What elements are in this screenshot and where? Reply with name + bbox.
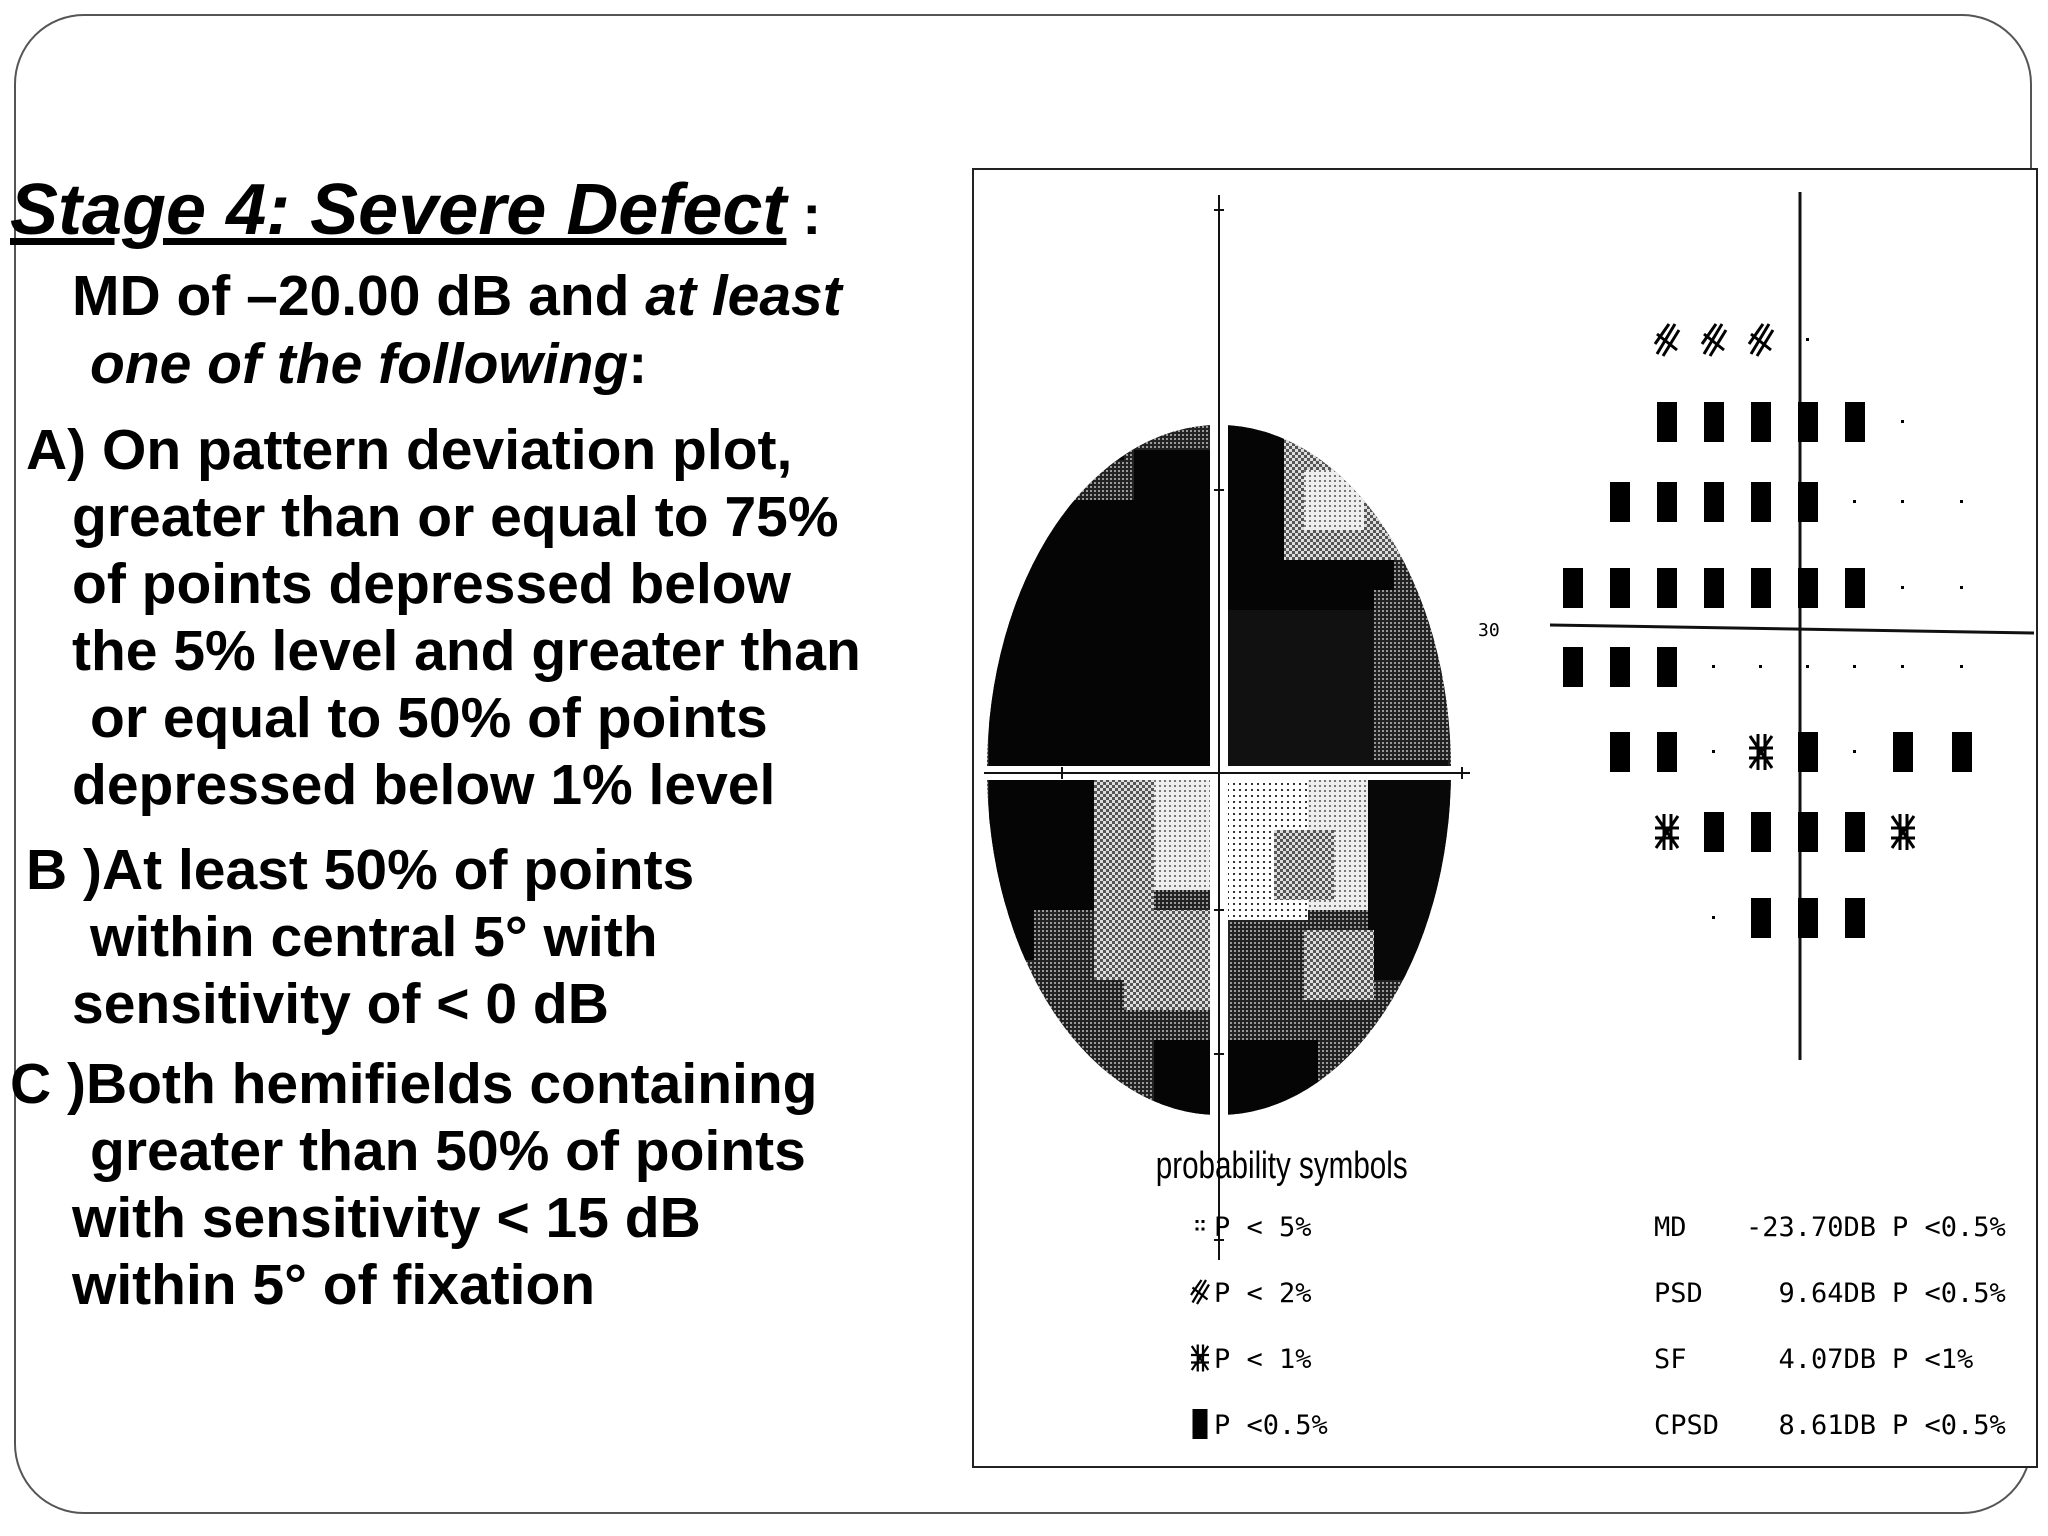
criterion-c-line: with sensitivity < 15 dB: [72, 1186, 701, 1250]
intro-colon: :: [628, 332, 648, 396]
index-p-value: P <0.5%: [1892, 1212, 2006, 1243]
symbol-p05: [1845, 898, 1865, 938]
symbol-p05: [1845, 402, 1865, 442]
criterion-b-line: sensitivity of < 0 dB: [72, 972, 609, 1036]
intro-line-1: [72, 262, 842, 330]
axis-label-30: 30: [1478, 620, 1500, 641]
symbol-p05: [1657, 402, 1677, 442]
index-name: CPSD: [1654, 1410, 1720, 1441]
criterion-b-line: B )At least 50% of points: [26, 838, 695, 902]
symbol-normal: [1901, 420, 1904, 423]
symbol-normal: [1853, 665, 1856, 668]
symbol-normal: [1712, 750, 1715, 753]
criterion-a-line: depressed below 1% level: [72, 753, 776, 817]
symbol-p05: [1751, 402, 1771, 442]
symbol-p2: [1191, 1280, 1209, 1304]
criterion-c-line: greater than 50% of points: [90, 1119, 806, 1183]
criterion-a-line: or equal to 50% of points: [90, 686, 768, 750]
symbol-p05: [1845, 568, 1865, 608]
criterion-a-line: the 5% level and greater than: [72, 619, 861, 683]
symbol-p05: [1704, 482, 1724, 522]
visual-field-figure: [974, 170, 2038, 1468]
legend-title: probability symbols: [1155, 1144, 1408, 1187]
symbol-p2: [1749, 324, 1773, 356]
symbol-p05: [1563, 647, 1583, 687]
symbol-p05: [1798, 812, 1818, 852]
symbol-p05: [1845, 812, 1865, 852]
symbol-p05: [1798, 568, 1818, 608]
symbol-p1: [1749, 734, 1773, 770]
symbol-p05: [1798, 732, 1818, 772]
symbol-p05: [1610, 732, 1630, 772]
symbol-p05: [1657, 647, 1677, 687]
symbol-normal: [1960, 665, 1963, 668]
legend-item: [1191, 1344, 1312, 1375]
symbol-normal: [1806, 338, 1809, 341]
legend-item: [1191, 1278, 1312, 1309]
symbol-normal: [1960, 586, 1963, 589]
symbol-p05: [1751, 482, 1771, 522]
criterion-c-line: within 5° of fixation: [72, 1253, 596, 1317]
index-value: 9.64DB: [1778, 1278, 1876, 1309]
index-row: [1654, 1212, 2006, 1243]
symbol-p05: [1704, 568, 1724, 608]
criterion-a-line: of points depressed below: [72, 552, 791, 616]
legend-item: [1196, 1212, 1312, 1243]
index-name: PSD: [1654, 1278, 1703, 1309]
symbol-normal: [1806, 665, 1809, 668]
symbol-p1: [1655, 814, 1679, 850]
symbol-p05: [1751, 898, 1771, 938]
symbol-normal: [1853, 500, 1856, 503]
global-indices: [1654, 1212, 2006, 1441]
intro-line-2: [90, 330, 647, 398]
symbol-p05: [1563, 568, 1583, 608]
legend-label: P < 5%: [1214, 1212, 1312, 1243]
index-value: 4.07DB: [1778, 1344, 1876, 1375]
criterion-a-line: A) On pattern deviation plot,: [26, 418, 793, 482]
index-row: [1654, 1344, 1973, 1375]
criterion-c-line: C )Both hemifields containing: [10, 1052, 818, 1116]
symbol-normal: [1853, 750, 1856, 753]
symbol-p05: [1751, 812, 1771, 852]
legend-item: [1193, 1409, 1328, 1441]
intro-text: MD of –20.00 dB and: [72, 264, 646, 328]
grayscale-map: [979, 195, 1470, 1260]
symbol-p05: [1657, 568, 1677, 608]
symbol-normal: [1901, 665, 1904, 668]
symbol-p05: [1751, 568, 1771, 608]
symbol-p05: [1610, 647, 1630, 687]
slide-title: [10, 170, 822, 250]
symbol-normal: [1712, 916, 1715, 919]
criterion-a-line: greater than or equal to 75%: [72, 485, 839, 549]
title-colon: :: [802, 183, 822, 247]
symbol-p05: [1798, 482, 1818, 522]
symbol-p2: [1702, 324, 1726, 356]
index-p-value: P <0.5%: [1892, 1278, 2006, 1309]
symbol-p05: [1952, 732, 1972, 772]
symbol-p05: [1893, 732, 1913, 772]
symbol-p05: [1704, 812, 1724, 852]
index-row: [1654, 1410, 2006, 1441]
symbol-normal: [1960, 500, 1963, 503]
symbol-p1: [1891, 814, 1915, 850]
symbol-p05: [1657, 732, 1677, 772]
index-name: MD: [1654, 1212, 1687, 1243]
legend-label: P < 1%: [1214, 1344, 1312, 1375]
intro-italic: at least: [645, 264, 842, 328]
index-p-value: P <1%: [1892, 1344, 1974, 1375]
symbol-p05: [1193, 1409, 1208, 1439]
index-value: -23.70DB: [1745, 1212, 1876, 1243]
symbol-normal: [1901, 500, 1904, 503]
symbol-p05: [1798, 898, 1818, 938]
symbol-p05: [1798, 402, 1818, 442]
index-row: [1654, 1278, 2006, 1309]
symbol-normal: [1712, 665, 1715, 668]
legend-label: P <0.5%: [1214, 1410, 1328, 1441]
probability-legend: [1191, 1212, 1328, 1441]
intro-italic-2: one of the following: [90, 332, 629, 396]
symbol-normal: [1901, 586, 1904, 589]
symbol-normal: [1759, 665, 1762, 668]
index-p-value: P <0.5%: [1892, 1410, 2006, 1441]
symbol-p05: [1610, 482, 1630, 522]
symbol-p05: [1657, 482, 1677, 522]
symbol-p05: [1610, 568, 1630, 608]
pattern-deviation-axes: [1550, 192, 2034, 1060]
legend-label: P < 2%: [1214, 1278, 1312, 1309]
index-name: SF: [1654, 1344, 1687, 1375]
criterion-b-line: within central 5° with: [90, 905, 658, 969]
visual-field-printout: [972, 168, 2038, 1468]
symbol-p1: [1191, 1345, 1209, 1372]
symbol-p05: [1704, 402, 1724, 442]
index-value: 8.61DB: [1778, 1410, 1876, 1441]
title-heading: Stage 4: Severe Defect: [10, 170, 787, 250]
symbol-p2: [1655, 324, 1679, 356]
symbol-p5: [1196, 1220, 1205, 1231]
